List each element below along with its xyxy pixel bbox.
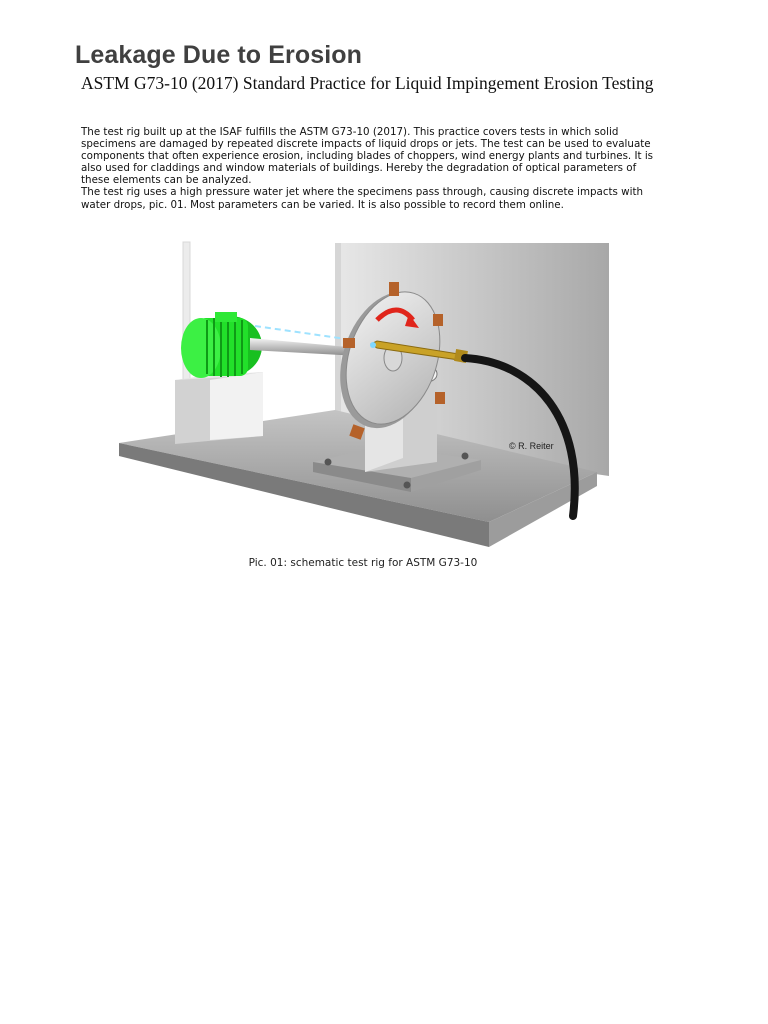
motor [181, 312, 262, 378]
test-rig-figure [115, 240, 610, 550]
paragraph-2: The test rig uses a high pressure water jet where the specimens pass through, causing discrete impacts with water drops, pic. 01. Most parameters can be varied. It is also possible to record them online. [81, 186, 644, 211]
specimen [389, 282, 399, 296]
document-body [81, 126, 661, 211]
specimen [343, 338, 355, 348]
motor-stand [175, 372, 263, 444]
document-heading: ASTM G73-10 (2017) Standard Practice for Liquid Impingement Erosion Testing [81, 73, 654, 93]
specimen [435, 392, 445, 404]
figure-caption: Pic. 01: schematic test rig for ASTM G73-10 [248, 557, 478, 569]
paragraph-1: The test rig built up at the ISAF fulfills the ASTM G73-10 (2017). This practice covers tests in which solid specimens are damaged by repeated discrete impacts of liquid drops or jets. The test can be used to evaluate components that often experience erosion, including blades of choppers, wind energy plants and turbines. It is also used for claddings and window materials of buildings. Hereby the degradation of optical parameters of these elements can be analyzed. [81, 126, 654, 187]
copyright-label: © R. Reiter [509, 441, 554, 451]
specimen [433, 314, 443, 326]
page-title: Leakage Due to Erosion [75, 41, 362, 69]
test-rig-illustration [115, 240, 610, 550]
